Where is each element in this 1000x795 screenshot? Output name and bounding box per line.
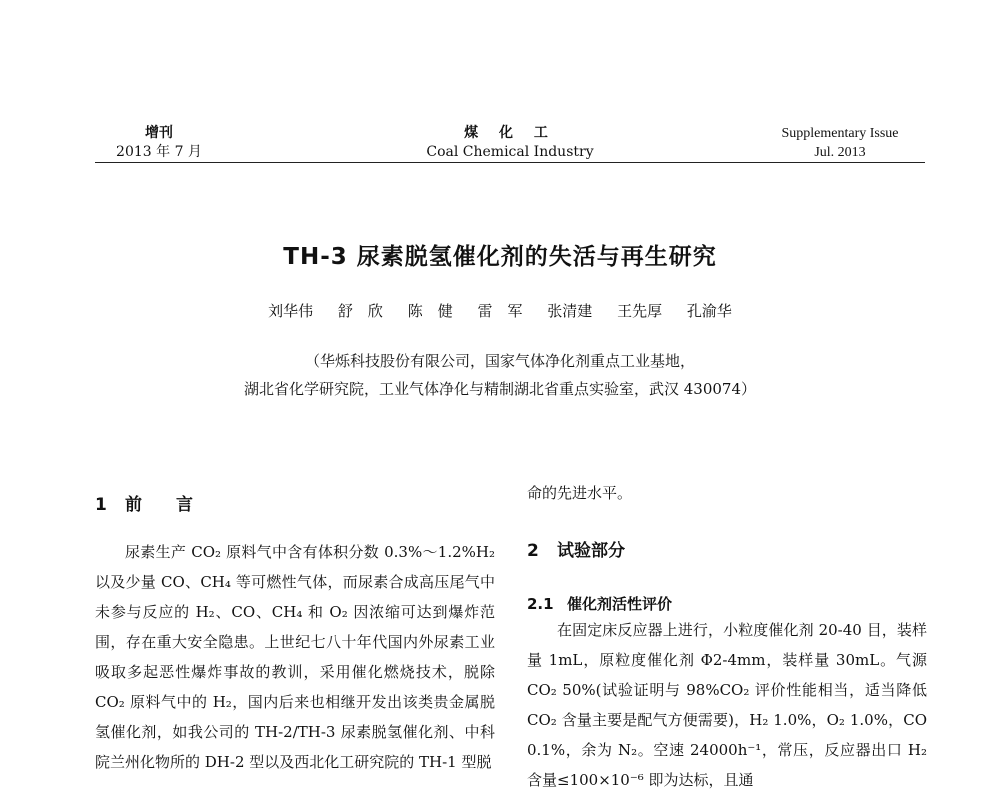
author-list — [0, 300, 1000, 321]
section-number: 1 — [95, 495, 107, 515]
header-supplement-en: Supplementary Issue — [781, 126, 899, 141]
affiliation — [0, 347, 1000, 403]
section-2-heading — [527, 536, 625, 561]
header-issue-info — [104, 124, 214, 162]
subsection-number: 2.1 — [527, 595, 554, 613]
section-title: 试验部分 — [557, 541, 625, 561]
left-column — [95, 537, 495, 777]
affiliation-line: 湖北省化学研究院，工业气体净化与精制湖北省重点实验室，武汉 430074） — [243, 380, 757, 398]
section-2-1-heading — [527, 593, 672, 614]
header-journal — [380, 124, 640, 162]
author: 刘华伟 — [268, 302, 314, 320]
right-column-continuation: 命的先进水平。 — [527, 484, 633, 502]
author: 雷 军 — [477, 302, 523, 320]
affiliation-line: （华烁科技股份有限公司，国家气体净化剂重点工业基地， — [304, 352, 695, 370]
author: 孔渝华 — [686, 302, 732, 320]
header-issue-en — [760, 124, 920, 162]
author: 舒 欣 — [337, 302, 383, 320]
section-number: 2 — [527, 541, 539, 561]
author: 陈 健 — [407, 302, 453, 320]
section-1-heading — [95, 490, 193, 515]
journal-name-cn: 煤 化 工 — [464, 125, 556, 141]
paper-title: TH-3 尿素脱氢催化剂的失活与再生研究 — [283, 244, 717, 270]
author: 王先厚 — [617, 302, 663, 320]
subsection-title: 催化剂活性评价 — [567, 595, 673, 613]
journal-name-en: Coal Chemical Industry — [426, 144, 594, 160]
author: 张清建 — [547, 302, 593, 320]
header-date: 2013 年 7 月 — [116, 144, 202, 160]
section-title: 前 言 — [125, 495, 193, 515]
header-rule — [95, 162, 925, 163]
section-2-1-paragraph: 在固定床反应器上进行，小粒度催化剂 20-40 目，装样量 1mL，原粒度催化剂 Φ2-4mm，装样量 30mL。气源 CO₂ 50%(试验证明与 98%CO₂ 评价性能相当，适当降低 CO₂ 含量主要是配气方便需要)，H₂ 1.0%，O₂ 1.0%，CO 0.1%，余为 N₂。空速 24000h⁻¹，常压，反应器出口 H₂ 含量≤100×10⁻⁶ 即为达标，且通 — [527, 621, 927, 789]
right-column — [527, 615, 927, 795]
header-supplement-label: 增刊 — [145, 125, 173, 141]
header-date-en: Jul. 2013 — [814, 145, 866, 160]
section-1-paragraph: 尿素生产 CO₂ 原料气中含有体积分数 0.3%～1.2%H₂ 以及少量 CO、CH₄ 等可燃性气体，而尿素合成高压尾气中未参与反应的 H₂、CO、CH₄ 和 O₂ 因浓缩可达到爆炸范围，存在重大安全隐患。上世纪七八十年代国内外尿素工业吸取多起恶性爆炸事故的教训，采用催化燃烧技术，脱除 CO₂ 原料气中的 H₂，国内后来也相继开发出该类贵金属脱氢催化剂，如我公司的 TH-2/TH-3 尿素脱氢催化剂、中科院兰州化物所的 DH-2 型以及西北化工研究院的 TH-1 型脱 — [95, 543, 495, 771]
